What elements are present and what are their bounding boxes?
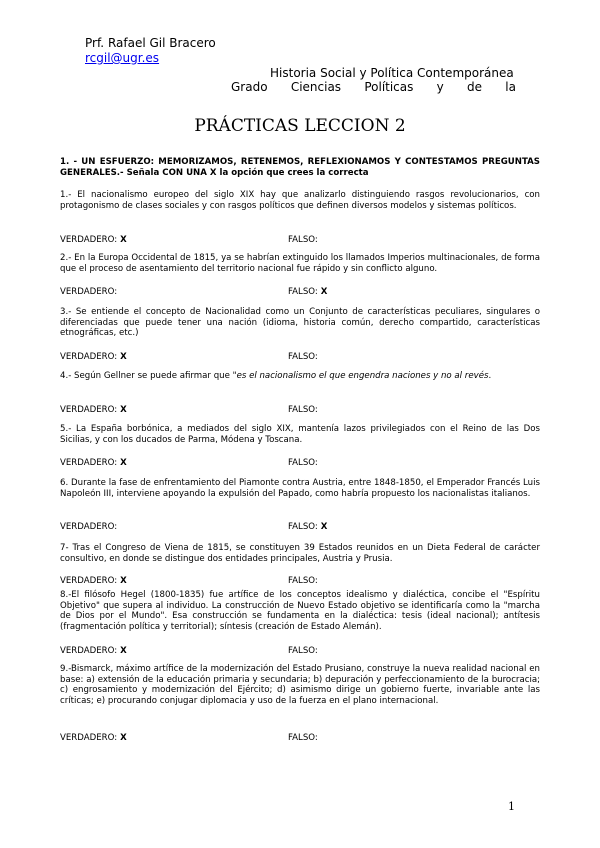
answer-row-8 [60,646,540,658]
question-4 [60,371,540,382]
course-word: y [436,80,444,94]
answer-row-4 [60,405,540,417]
course-word: Grado [231,80,268,94]
false-label: FALSO: [288,733,318,743]
true-option [60,522,120,532]
false-option [288,522,327,532]
true-label: VERDADERO: [60,576,118,586]
false-label: FALSO: [288,576,318,586]
true-mark: X [120,405,127,415]
false-option [288,352,321,362]
question-9: 9.-Bismarck, máximo artífice de la modernización del Estado Prusiano, construye la nueva realidad nacional en base: a) extensión de la educación primaria y secundaria; b) depuración y perfeccionamiento de la burocracia; c) engrosamiento y modernización del Ejército; d) asimismo dirige un gobierno fuerte, invariable ante las críticas; e) procurando conjugar diplomacia y uso de la fuerza en el plano internacional. [60,664,540,706]
true-option [60,646,127,656]
answer-row-2 [60,287,540,299]
true-mark: X [120,733,127,743]
question-3: 3.- Se entiende el concepto de Nacionalidad como un Conjunto de características peculiares, singulares o diferenciadas que puede tener una nación (idioma, historia común, derecho compartido, características etnográficas, etc.) [60,307,540,338]
answer-row-9 [60,733,540,745]
page-title: PRÁCTICAS LECCION 2 [194,116,406,136]
question-8: 8.-El filósofo Hegel (1800-1835) fue artífice de los conceptos idealismo y dialéctica, concibe el "Espíritu Objetivo" que supera al individuo. La construcción de Nuevo Estado objetivo se identificaría como la "marcha de Dios por el Mundo". Esa construcción se fundamenta en la dialéctica: tesis (ideal nacional); antítesis (fragmentación política y territorial); síntesis (creación de Estado Alemán). [60,590,540,632]
answer-row-7 [60,576,540,588]
true-option [60,458,127,468]
true-option [60,405,127,415]
false-label: FALSO: [288,458,318,468]
true-option [60,733,127,743]
true-option [60,576,127,586]
answer-row-1 [60,235,540,247]
question-2: 2.- En la Europa Occidental de 1815, ya se habrían extinguido los llamados Imperios multinacionales, de forma que el proceso de asentamiento del territorio nacional fue rápido y sin conflicto alguno. [60,253,540,274]
false-option [288,646,321,656]
answer-row-3 [60,352,540,364]
true-label: VERDADERO: [60,522,118,532]
false-option [288,287,327,297]
page-number: 1 [508,800,515,813]
true-option [60,235,127,245]
course-title-line1: Historia Social y Política Contemporánea [270,66,514,80]
course-word: la [505,80,516,94]
true-label: VERDADERO: [60,405,118,415]
false-option [288,235,321,245]
course-word: Ciencias [290,80,342,94]
true-label: VERDADERO: [60,733,118,743]
false-label: FALSO: [288,522,318,532]
answer-row-5 [60,458,540,470]
answer-row-6 [60,522,540,534]
true-mark: X [120,352,127,362]
true-label: VERDADERO: [60,458,118,468]
false-option [288,733,321,743]
false-label: FALSO: [288,235,318,245]
question-5: 5.- La España borbónica, a mediados del siglo XIX, mantenía lazos privilegiados con el Reino de las Dos Sicilias, y con los ducados de Parma, Módena y Toscana. [60,424,540,445]
true-label: VERDADERO: [60,352,118,362]
false-label: FALSO: [288,405,318,415]
question-4-suffix: . [488,371,492,381]
false-option [288,576,321,586]
course-title-line2 [231,80,516,94]
false-option [288,458,321,468]
question-1: 1.- El nacionalismo europeo del siglo XIX hay que analizarlo distinguiendo rasgos revolucionarios, con protagonismo de clases sociales y con rasgos políticos que definen diversos modelos y sistemas políticos. [60,190,540,211]
question-4-quote: es el nacionalismo el que engendra naciones y no al revés [236,371,489,381]
question-6: 6. Durante la fase de enfrentamiento del Piamonte contra Austria, entre 1848-1850, el Emperador Francés Luis Napoleón III, interviene apoyando la expulsión del Papado, como habría propuesto los nacionalistas italianos. [60,478,540,499]
false-label: FALSO: [288,646,318,656]
question-4-prefix: 4.- Según Gellner se puede afirmar que " [60,371,237,381]
author-email-link[interactable]: rcgil@ugr.es [85,51,160,65]
true-label: VERDADERO: [60,646,118,656]
course-word: Políticas [364,80,414,94]
false-mark: X [320,287,328,297]
question-7: 7- Tras el Congreso de Viena de 1815, se constituyen 39 Estados reunidos en un Dieta Federal de carácter consultivo, en donde se distingue dos entidades principales, Austria y Prusia. [60,543,540,564]
false-label: FALSO: [288,352,318,362]
true-mark: X [120,235,127,245]
true-mark: X [120,458,127,468]
true-label: VERDADERO: [60,287,118,297]
course-word: de [467,80,483,94]
true-mark: X [120,646,127,656]
false-option [288,405,321,415]
false-label: FALSO: [288,287,318,297]
false-mark: X [320,522,328,532]
true-mark: X [120,576,127,586]
true-label: VERDADERO: [60,235,118,245]
true-option [60,287,120,297]
true-option [60,352,127,362]
section-intro: 1. - UN ESFUERZO: MEMORIZAMOS, RETENEMOS, REFLEXIONAMOS Y CONTESTAMOS PREGUNTAS GENERALES.- Señala CON UNA X la opción que crees la correcta [60,157,540,178]
author-name: Prf. Rafael Gil Bracero [85,36,216,50]
